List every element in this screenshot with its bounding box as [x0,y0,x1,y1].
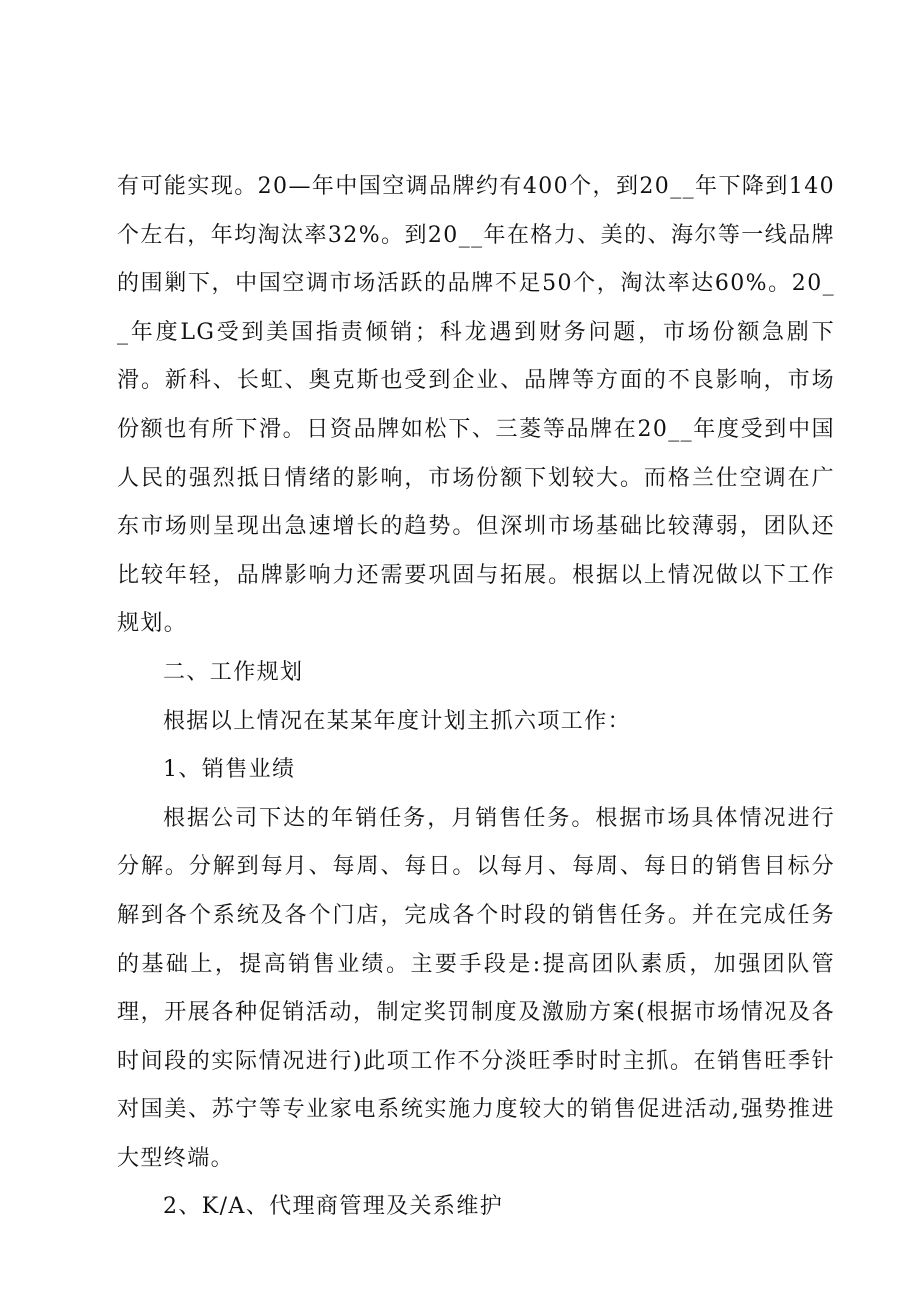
body-paragraph-sales-performance: 根据公司下达的年销任务，月销售任务。根据市场具体情况进行分解。分解到每月、每周、每日。以每月、每周、每日的销售目标分解到各个系统及各个门店，完成各个时段的销售任务。并在完成任务的基础上，提高销售业绩。主要手段是:提高团队素质，加强团队管理，开展各种促销活动，制定奖罚制度及激励方案(根据市场情况及各时间段的实际情况进行)此项工作不分淡旺季时时主抓。在销售旺季针对国美、苏宁等专业家电系统实施力度较大的销售促进活动,强势推进大型终端。 [117,805,835,1171]
document-body [117,163,835,1232]
body-paragraph-market-analysis: 有可能实现。20—年中国空调品牌约有400个，到20__年下降到140个左右，年均淘汰率32%。到20__年在格力、美的、海尔等一线品牌的围剿下，中国空调市场活跃的品牌不足50个，淘汰率达60%。20__年度LG受到美国指责倾销；科龙遇到财务问题，市场份额急剧下滑。新科、长虹、奥克斯也受到企业、品牌等方面的不良影响，市场份额也有所下滑。日资品牌如松下、三菱等品牌在20__年度受到中国人民的强烈抵日情绪的影响，市场份额下划较大。而格兰仕空调在广东市场则呈现出急速增长的趋势。但深圳市场基础比较薄弱，团队还比较年轻，品牌影响力还需要巩固与拓展。根据以上情况做以下工作规划。 [117,174,835,637]
body-paragraph-six-tasks: 根据以上情况在某某年度计划主抓六项工作： [163,708,632,734]
subsection-heading-ka-agent-management: 2、K/A、代理商管理及关系维护 [163,1194,504,1220]
subsection-heading-sales-performance: 1、销售业绩 [163,757,296,783]
section-heading-work-plan: 二、工作规划 [163,659,304,685]
